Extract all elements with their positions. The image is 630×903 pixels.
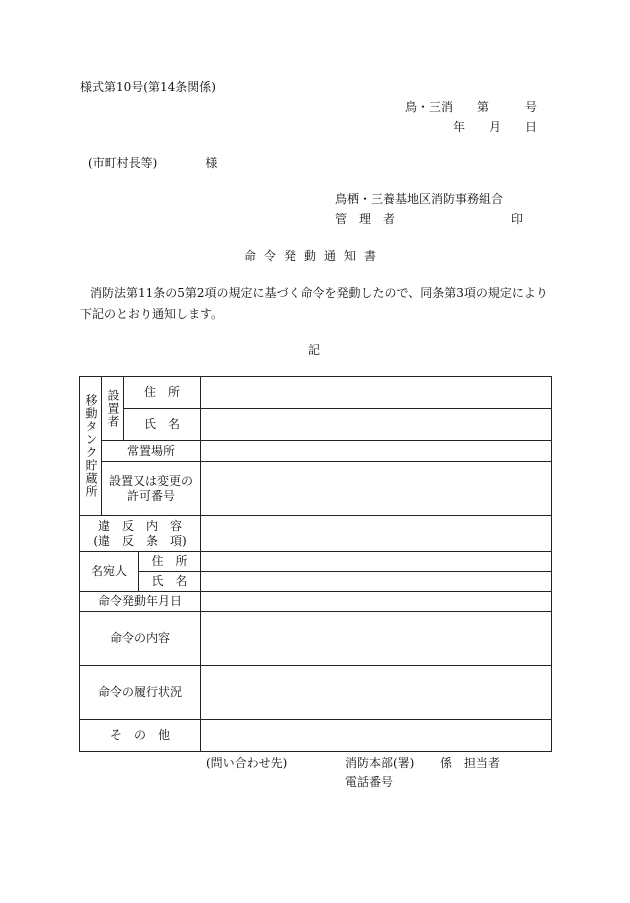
recipient-address-field[interactable] <box>201 552 552 572</box>
violation-label: 違 反 内 容 (違 反 条 項) <box>80 516 201 552</box>
form-number: 様式第10号(第14条関係) <box>80 80 216 94</box>
installer-name-label: 氏 名 <box>124 409 201 441</box>
order-date-field[interactable] <box>201 592 552 612</box>
recipient-address-label: 住 所 <box>139 552 201 572</box>
order-content-field[interactable] <box>201 612 552 666</box>
notice-table <box>79 376 552 752</box>
administrator-label: 管 理 者 <box>335 212 396 226</box>
installer-label-cell <box>102 377 124 441</box>
order-content-label: 命令の内容 <box>80 612 201 666</box>
tank-storage-label: 移動タンク貯蔵所 <box>84 394 98 498</box>
document-title: 命令発動通知書 <box>244 249 385 263</box>
tank-storage-label-cell <box>80 377 102 516</box>
location-field[interactable] <box>201 441 552 462</box>
recipient-label: 名宛人 <box>80 552 139 592</box>
violation-field[interactable] <box>201 516 552 552</box>
seal-mark: 印 <box>511 212 524 226</box>
order-status-label: 命令の履行状況 <box>80 666 201 720</box>
installer-label: 設置者 <box>106 389 120 428</box>
phone-label: 電話番号 <box>345 775 394 789</box>
other-label: そ の 他 <box>80 720 201 752</box>
recipient-name-field[interactable] <box>201 572 552 592</box>
staff-label: 係 担当者 <box>440 756 501 770</box>
body-paragraph: 消防法第11条の5第2項の規定に基づく命令を発動したので、同条第3項の規定により下記のとおり通知します。 <box>80 286 548 321</box>
installer-name-field[interactable] <box>201 409 552 441</box>
order-status-field[interactable] <box>201 666 552 720</box>
installer-address-label: 住 所 <box>124 377 201 409</box>
inquiry-label: (問い合わせ先) <box>206 756 288 770</box>
ki-heading: 記 <box>308 343 321 357</box>
document-number: 鳥・三消 第 号 <box>405 100 538 114</box>
order-date-label: 命令発動年月日 <box>80 592 201 612</box>
installer-address-field[interactable] <box>201 377 552 409</box>
document-date: 年 月 日 <box>453 120 538 134</box>
permit-number-label: 設置又は変更の 許可番号 <box>102 462 201 516</box>
recipient-name-label: 氏 名 <box>139 572 201 592</box>
location-label: 常置場所 <box>102 441 201 462</box>
other-field[interactable] <box>201 720 552 752</box>
fire-department-label: 消防本部(署) <box>345 756 415 770</box>
issuer-organization: 鳥栖・三養基地区消防事務組合 <box>335 192 504 206</box>
addressee: (市町村長等) 様 <box>88 156 218 170</box>
permit-number-field[interactable] <box>201 462 552 516</box>
